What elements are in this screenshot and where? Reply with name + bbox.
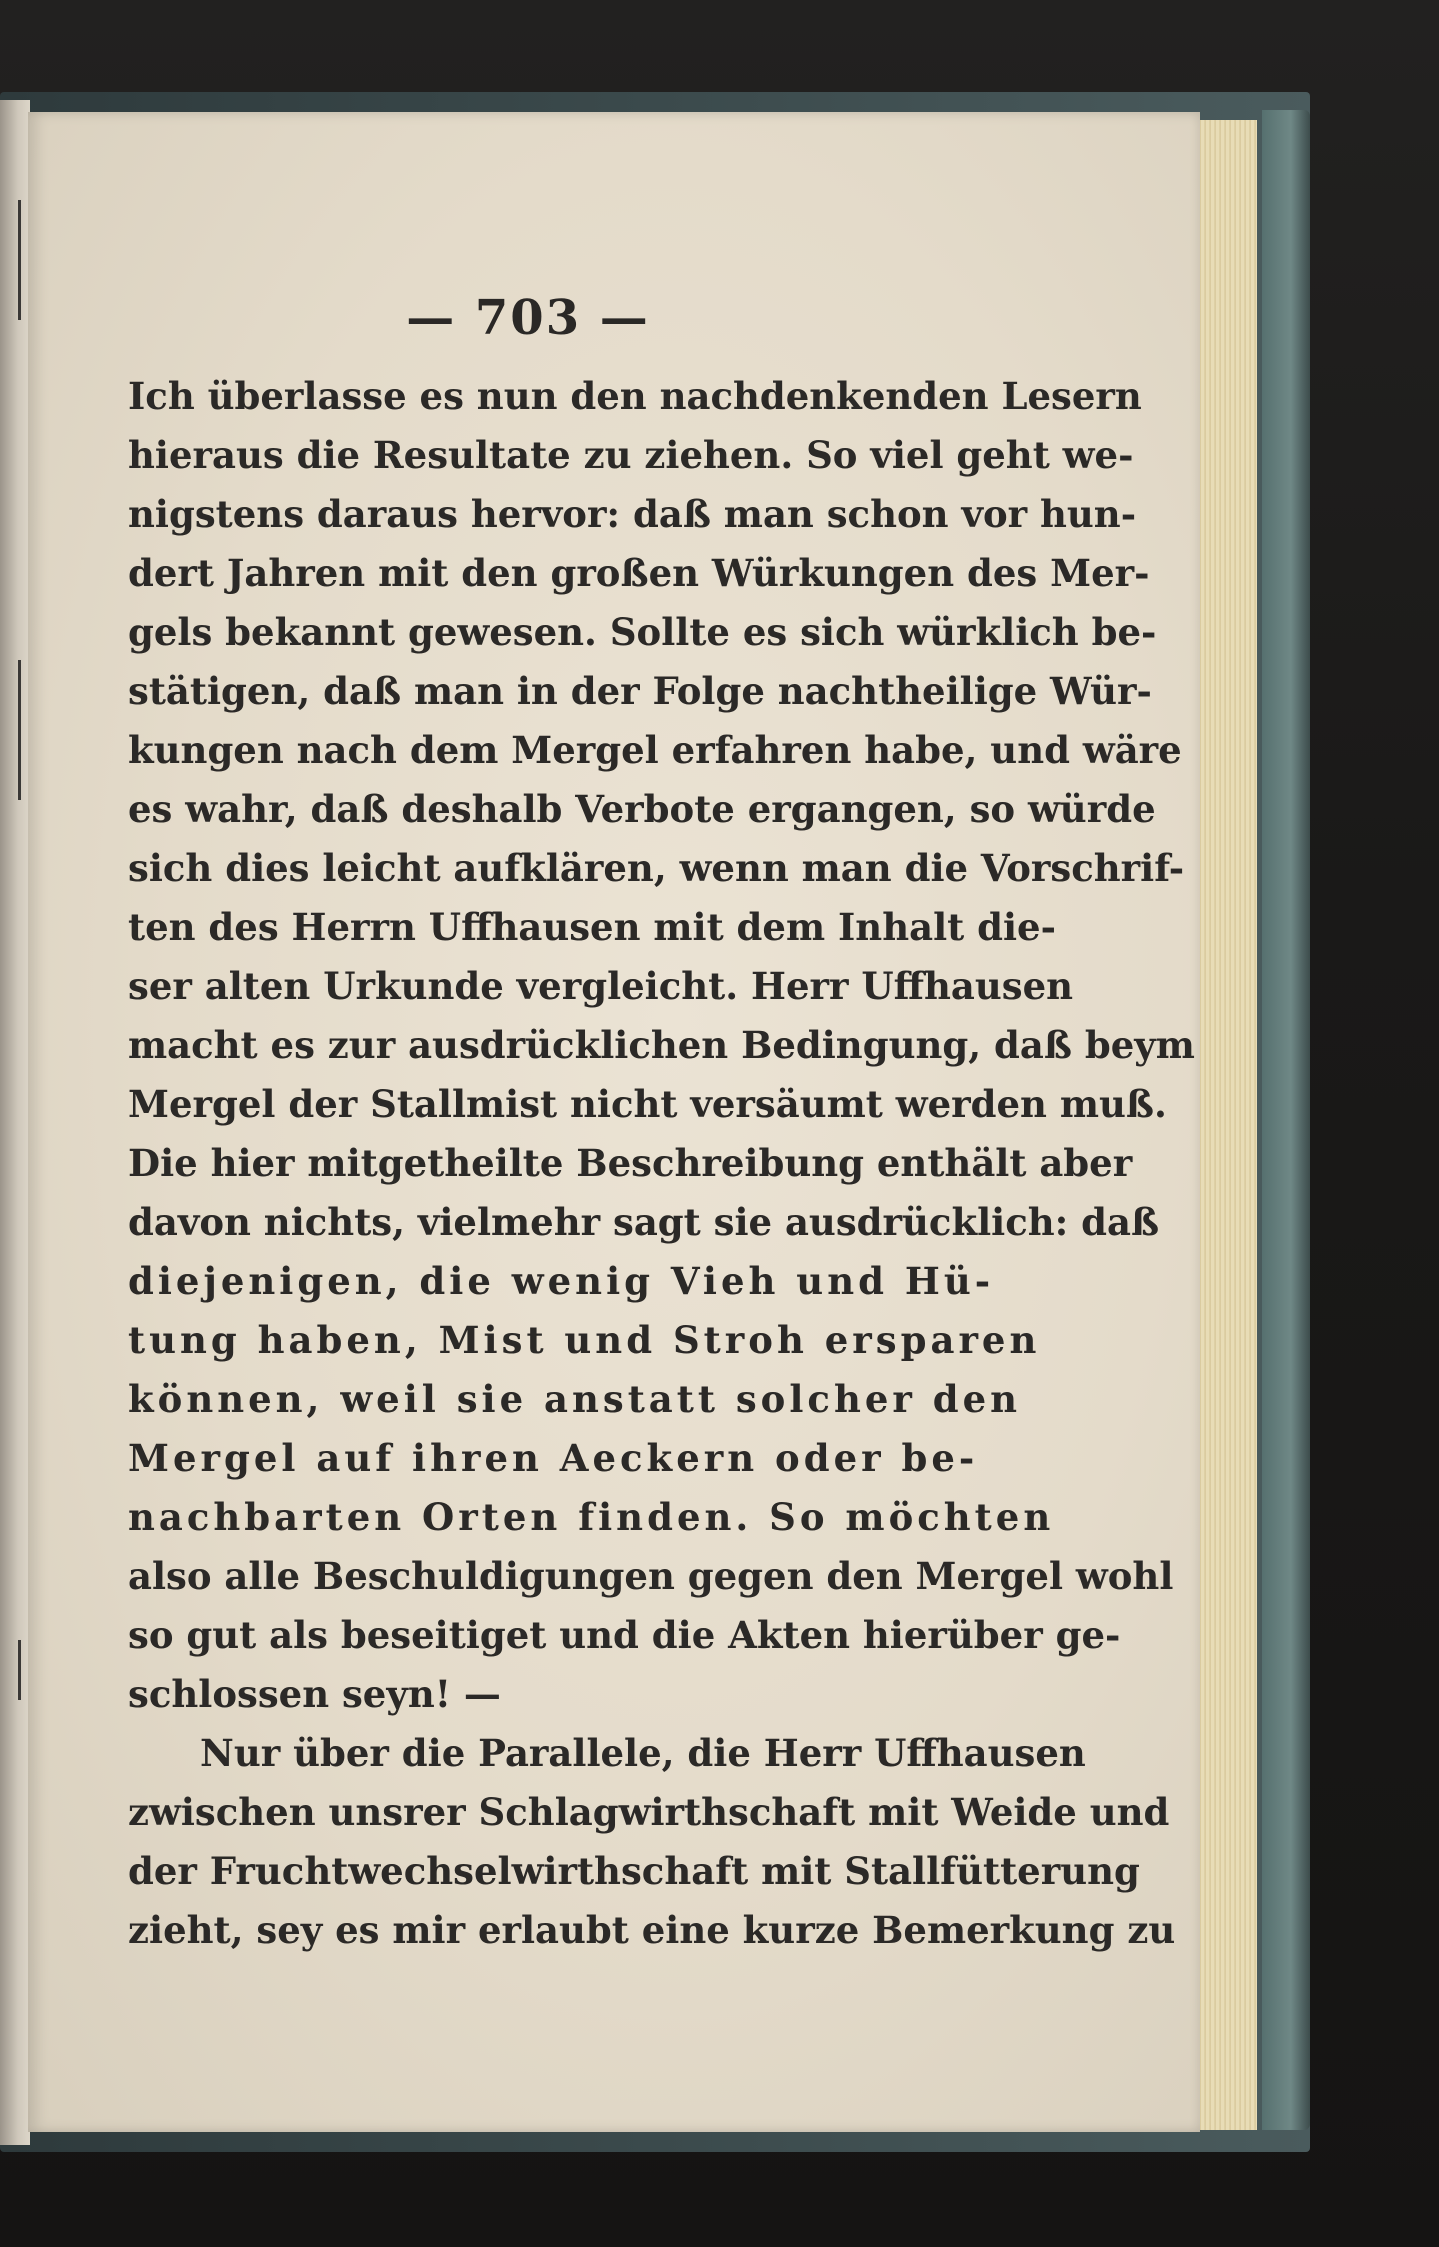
text-line: stätigen, daß man in der Folge nachtheilige Wür- [128, 669, 1152, 713]
text-line: zieht, sey es mir erlaubt eine kurze Bemerkung zu [128, 1908, 1176, 1952]
text-line: diejenigen, die wenig Vieh und Hü- [128, 1259, 995, 1303]
text-line: ser alten Urkunde vergleicht. Herr Uffhausen [128, 964, 1074, 1008]
text-line: gels bekannt gewesen. Sollte es sich würklich be- [128, 610, 1157, 654]
cover-edge [1262, 110, 1310, 2130]
page-stack-edge [1195, 120, 1257, 2130]
text-line: hieraus die Resultate zu ziehen. So viel geht we- [128, 433, 1134, 477]
text-line: so gut als beseitiget und die Akten hierüber ge- [128, 1613, 1121, 1657]
page-number: — 703 — [406, 290, 650, 346]
text-line: tung haben, Mist und Stroh ersparen [128, 1318, 1041, 1362]
text-line: macht es zur ausdrücklichen Bedingung, daß beym [128, 1023, 1195, 1067]
text-line: Die hier mitgetheilte Beschreibung enthält aber [128, 1141, 1133, 1185]
text-line: ten des Herrn Uffhausen mit dem Inhalt die- [128, 905, 1056, 949]
text-line: zwischen unsrer Schlagwirthschaft mit Weide und [128, 1790, 1170, 1834]
binding-thread [18, 660, 21, 800]
binding-thread [18, 1640, 21, 1700]
binding-thread [18, 200, 21, 320]
text-line: der Fruchtwechselwirthschaft mit Stallfütterung [128, 1849, 1140, 1893]
page-text [128, 367, 1195, 1960]
text-line: es wahr, daß deshalb Verbote ergangen, so würde [128, 787, 1156, 831]
text-line: können, weil sie anstatt solcher den [128, 1377, 1022, 1421]
text-line: Nur über die Parallele, die Herr Uffhausen [200, 1731, 1086, 1775]
text-line: sich dies leicht aufklären, wenn man die Vorschrif- [128, 846, 1185, 890]
text-line: davon nichts, vielmehr sagt sie ausdrücklich: daß [128, 1200, 1160, 1244]
text-line: dert Jahren mit den großen Würkungen des Mer- [128, 551, 1150, 595]
text-line: Ich überlasse es nun den nachdenkenden Lesern [128, 374, 1142, 418]
text-line: nachbarten Orten finden. So möchten [128, 1495, 1055, 1539]
text-line: nigstens daraus hervor: daß man schon vor hun- [128, 492, 1137, 536]
text-line: schlossen seyn! — [128, 1672, 501, 1716]
text-line: also alle Beschuldigungen gegen den Mergel wohl [128, 1554, 1174, 1598]
text-line: kungen nach dem Mergel erfahren habe, und wäre [128, 728, 1182, 772]
text-line: Mergel der Stallmist nicht versäumt werden muß. [128, 1082, 1167, 1126]
book-page [28, 112, 1200, 2132]
book-binding [0, 100, 30, 2145]
text-line: Mergel auf ihren Aeckern oder be- [128, 1436, 979, 1480]
